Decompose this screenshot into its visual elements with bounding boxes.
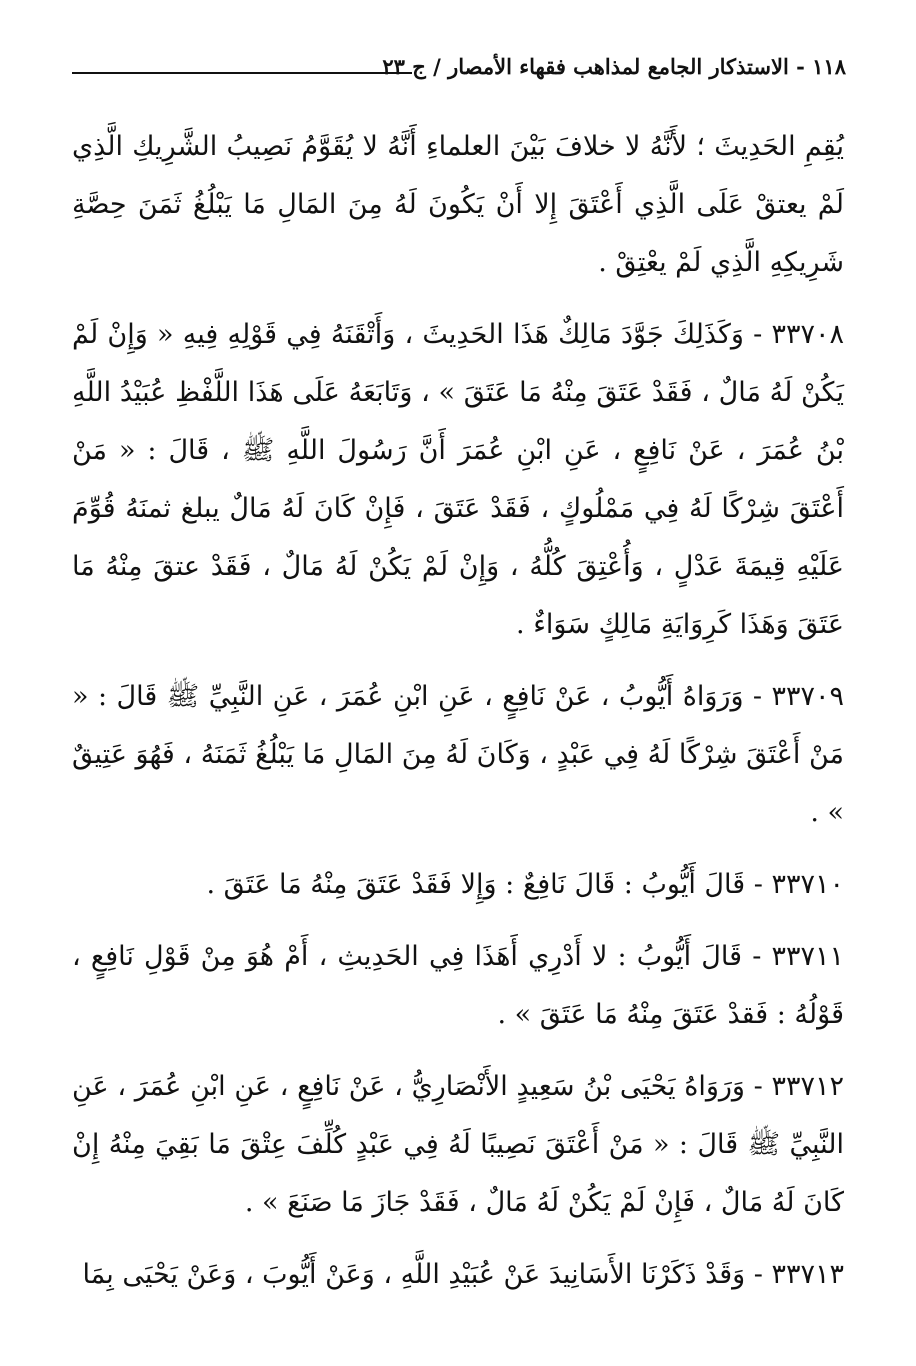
paragraph-33712: ٣٣٧١٢ - وَرَوَاهُ يَحْيَى بْنُ سَعِيدٍ الأَنْصَارِيُّ ، عَنْ نَافِعٍ ، عَنِ ابْنِ عُمَرَ ، عَنِ النَّبِيِّ ﷺ قَالَ : « مَنْ أَعْتَقَ نَصِيبًا لَهُ فِي عَبْدٍ كُلِّفَ عِتْقَ مَا بَقِيَ مِنْهُ إِنْ كَانَ لَهُ مَالٌ ، فَإِنْ لَمْ يَكُنْ لَهُ مَالٌ ، فَقَدْ جَازَ مَا صَنَعَ » . [72,1071,844,1218]
paragraph-33708: ٣٣٧٠٨ - وَكَذَلِكَ جَوَّدَ مَالِكٌ هَذَا الحَدِيثَ ، وَأَتْقَنَهُ فِي قَوْلِهِ فِيهِ « وَإِنْ لَمْ يَكُنْ لَهُ مَالٌ ، فَقَدْ عَتَقَ مِنْهُ مَا عَتَقَ » ، وَتَابَعَهُ عَلَى هَذَا اللَّفْظِ عُبَيْدُ اللَّهِ بْنُ عُمَرَ ، عَنْ نَافِعٍ ، عَنِ ابْنِ عُمَرَ أَنَّ رَسُولَ اللَّهِ ﷺ ، قَالَ : « مَنْ أَعْتَقَ شِرْكًا لَهُ فِي مَمْلُوكٍ ، فَقَدْ عَتَقَ ، فَإِنْ كَانَ لَهُ مَالٌ يبلغ ثمنَهُ قُوِّمَ عَلَيْهِ قِيمَةَ عَدْلٍ ، وَأُعْتِقَ كُلُّهُ ، وَإِنْ لَمْ يَكُنْ لَهُ مَالٌ ، فَقَدْ عتقَ مِنْهُ مَا عَتَقَ وَهَذَا كَرِوَايَةِ مَالِكٍ سَوَاءٌ . [72,319,844,640]
paragraph-33713: ٣٣٧١٣ - وَقَدْ ذَكَرْنَا الأَسَانِيدَ عَنْ عُبَيْدِ اللَّهِ ، وَعَنْ أَيُّوبَ ، وَعَنْ يَحْيَى بِمَا [82,1259,844,1290]
paragraph-33709: ٣٣٧٠٩ - وَرَوَاهُ أَيُّوبُ ، عَنْ نَافِعٍ ، عَنِ ابْنِ عُمَرَ ، عَنِ النَّبِيِّ ﷺ قَالَ : « مَنْ أَعْتَقَ شِرْكًا لَهُ فِي عَبْدٍ ، وَكَانَ لَهُ مِنَ المَالِ مَا يَبْلُغُ ثَمَنَهُ ، فَهُوَ عَتِيقٌ » . [72,681,844,828]
paragraph-33710: ٣٣٧١٠ - قَالَ أَيُّوبُ : قَالَ نَافِعٌ : وَإِلا فَقَدْ عَتَقَ مِنْهُ مَا عَتَقَ . [206,869,844,900]
main-text [72,118,844,1318]
header-rule [72,72,412,74]
paragraph-continuation: يُقِمِ الحَدِيثَ ؛ لأَنَّهُ لا خلافَ بَيْنَ العلماءِ أَنَّهُ لا يُقَوَّمُ نَصِيبُ الشَّرِيكِ الَّذِي لَمْ يعتقْ عَلَى الَّذِي أَعْتَقَ إِلا أَنْ يَكُونَ لَهُ مِنَ المَالِ مَا يَبْلُغُ ثَمَنَ حِصَّةِ شَرِيكِهِ الَّذِي لَمْ يعْتِقْ . [72,131,844,278]
paragraph-33711: ٣٣٧١١ - قَالَ أَيُّوبُ : لا أَدْرِي أَهَذَا فِي الحَدِيثِ ، أَمْ هُوَ مِنْ قَوْلِ نَافِعٍ ، قَوْلُهُ : فَقدْ عَتَقَ مِنْهُ مَا عَتَقَ » . [72,941,844,1030]
page-header [72,50,846,90]
running-title: ١١٨ - الاستذكار الجامع لمذاهب فقهاء الأمصار / ج ٢٣ [382,54,846,79]
